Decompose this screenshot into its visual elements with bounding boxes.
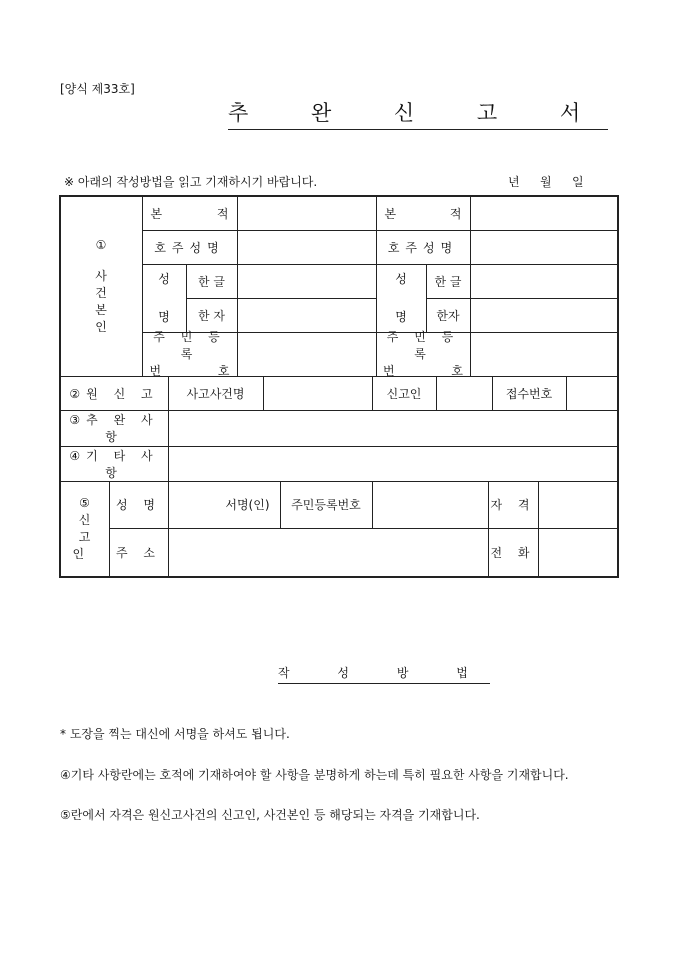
- signature-field[interactable]: 서명(인): [168, 481, 281, 529]
- reporter-field[interactable]: [436, 376, 493, 411]
- hanja-label-right: 한자: [426, 298, 471, 333]
- receipt-number-field[interactable]: [566, 376, 618, 411]
- hangul-label-left: 한 글: [186, 264, 238, 299]
- jumin-field[interactable]: [372, 481, 489, 529]
- name-label: 성 명: [109, 481, 169, 529]
- bonjeok-label-left: 본 적: [142, 196, 238, 231]
- phone-label: 전 화: [488, 528, 539, 577]
- hoju-field-right[interactable]: [470, 230, 618, 265]
- supplement-field[interactable]: [168, 410, 618, 447]
- supplement-label: ③추 완 사 항: [60, 410, 169, 447]
- address-field[interactable]: [168, 528, 489, 577]
- label-char: 사: [95, 268, 107, 283]
- label-char: 인: [95, 319, 107, 334]
- label-char: 본: [95, 302, 107, 317]
- hangul-label-right: 한 글: [426, 264, 471, 299]
- date-year: 년: [508, 175, 520, 189]
- hoju-field-left[interactable]: [237, 230, 377, 265]
- form-number: [양식 제33호]: [60, 82, 135, 96]
- method-note: ⑤란에서 자격은 원신고사건의 신고인, 사건본인 등 해당되는 자격을 기재합니다.: [60, 808, 480, 822]
- qualification-field[interactable]: [538, 481, 618, 529]
- date-day: 일: [572, 175, 584, 189]
- name-label-left: 성 명: [142, 264, 187, 333]
- bonjeok-field-right[interactable]: [470, 196, 618, 231]
- method-note: ④기타 사항란에는 호적에 기재하여야 할 사항을 분명하게 하는데 특히 필요한 사항을 기재합니다.: [60, 768, 569, 782]
- reporter-label: 신고인: [372, 376, 437, 411]
- event-name-label: 사고사건명: [168, 376, 264, 411]
- receipt-number-label: 접수번호: [492, 376, 567, 411]
- label-char: 건: [95, 285, 107, 300]
- qualification-label: 자 격: [488, 481, 539, 529]
- jumin-label-left: 주 민 등 록 번 호: [142, 332, 238, 377]
- name-label-right: 성 명: [376, 264, 427, 333]
- bonjeok-label-right: 본 적: [376, 196, 471, 231]
- circled-5: ⑤: [79, 495, 90, 510]
- address-label: 주 소: [109, 528, 169, 577]
- date-month: 월: [540, 175, 552, 189]
- method-title: 작 성 방 법: [278, 664, 490, 684]
- circled-1: ①: [95, 237, 107, 252]
- original-report-label: ②원 신 고: [60, 376, 169, 411]
- hanja-label-left: 한 자: [186, 298, 238, 333]
- jumin-label: 주민등록번호: [280, 481, 373, 529]
- hanja-field-right[interactable]: [470, 298, 618, 333]
- other-label: ④기 타 사 항: [60, 446, 169, 482]
- phone-field[interactable]: [538, 528, 618, 577]
- case-person-label: [60, 196, 143, 377]
- jumin-field-right[interactable]: [470, 332, 618, 377]
- hangul-field-left[interactable]: [237, 264, 377, 299]
- event-name-field[interactable]: [263, 376, 373, 411]
- reporter-section-label: ⑤ 신 고 인: [60, 481, 110, 577]
- form-title: 추 완 신 고 서: [228, 97, 608, 130]
- bonjeok-field-left[interactable]: [237, 196, 377, 231]
- hoju-label-left: 호주성명: [142, 230, 238, 265]
- jumin-label-right: 주 민 등 록 번 호: [376, 332, 471, 377]
- hanja-field-left[interactable]: [237, 298, 377, 333]
- method-note: * 도장을 찍는 대신에 서명을 하셔도 됩니다.: [60, 727, 290, 741]
- hoju-label-right: 호주성명: [376, 230, 471, 265]
- instruction: ※ 아래의 작성방법을 읽고 기재하시기 바랍니다.: [64, 175, 318, 189]
- jumin-field-left[interactable]: [237, 332, 377, 377]
- hangul-field-right[interactable]: [470, 264, 618, 299]
- other-field[interactable]: [168, 446, 618, 482]
